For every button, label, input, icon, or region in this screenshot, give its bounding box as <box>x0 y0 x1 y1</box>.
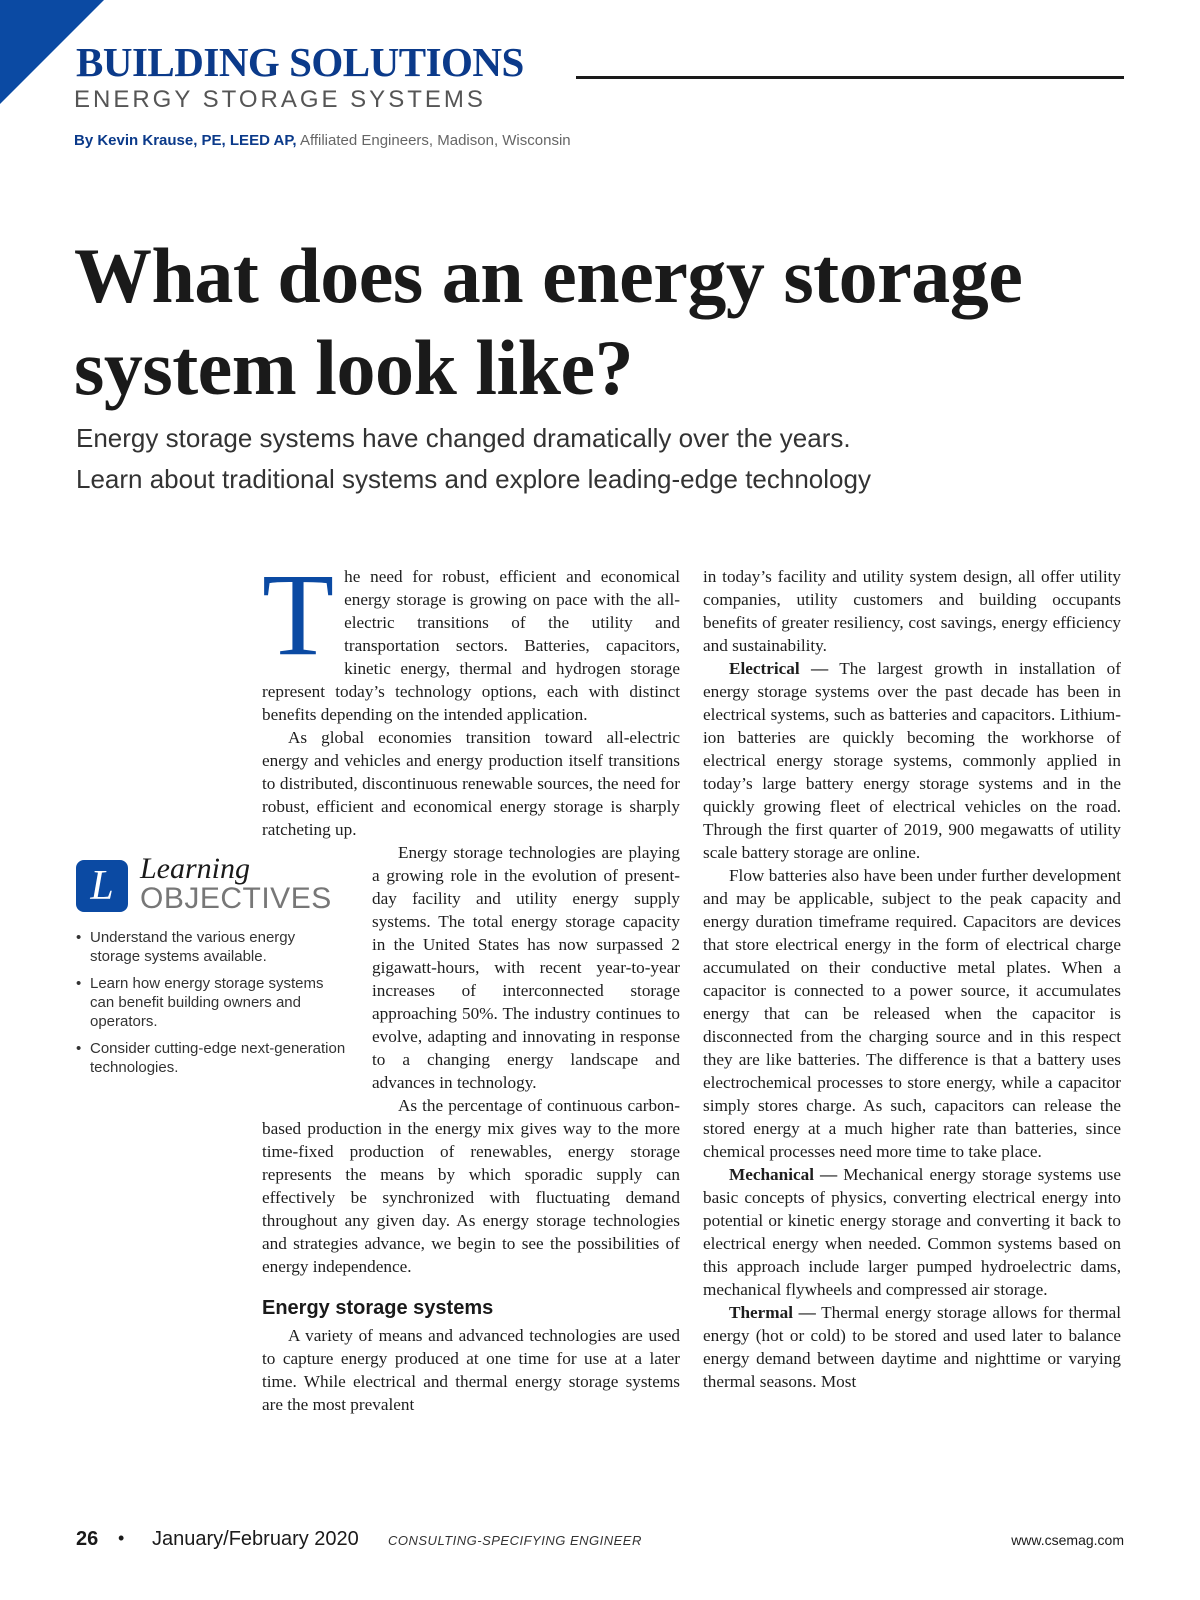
learning-objectives-badge: L <box>76 860 128 912</box>
article-dek <box>76 418 1136 500</box>
section-title: BUILDING SOLUTIONS <box>76 39 524 85</box>
paragraph-flow-batteries: Flow batteries also have been under further development and may be applicable, subject to the peak capacity and energy duration timeframe required. Capacitors are devices that store electrical energy in the form of electrical charge accumulated on their conductive metal plates. When a capacitor is connected to a power source, it accumulates energy that can be released when the capacitor is disconnected from the charging source and in this respect they are like batteries. The difference is that a battery uses electrochemical processes to store energy, while a capacitor simply stores charge. As such, capacitors can release the stored energy at a much higher rate than batteries, since chemical processes need more time to take place. <box>703 866 1121 1161</box>
dek-line-2: Learn about traditional systems and explore leading-edge technology <box>76 464 871 494</box>
paragraph: As the percentage of continuous carbon-based production in the energy mix gives way to the more time-fixed production of renewables, energy storage represents the means by which sporadic supply can effectively be synchronized with fluctuating demand throughout any given day. As energy storage technologies and strategies advance, we begin to see the possibilities of energy independence. <box>262 1096 680 1276</box>
label-mechanical: Mechanical — <box>729 1165 838 1184</box>
list-item: • Understand the various energy storage systems available. <box>76 928 346 966</box>
page-footer <box>76 1528 1124 1552</box>
section-rule <box>576 76 1124 79</box>
paragraph: Energy storage technologies are playing a growing role in the evolution of present-day facility and utility energy supply systems. The total energy storage capacity in the United States has now surpassed 2 gigawatt-hours, with recent year-to-year increases of interconnected storage approaching 50%. The industry continues to evolve, adapting and innovating in response to a changing energy landscape and advances in technology. <box>372 843 680 1092</box>
subhead-energy-storage-systems: Energy storage systems <box>262 1297 494 1319</box>
label-electrical: Electrical — <box>729 659 829 678</box>
paragraph-electrical: Electrical — The largest growth in installation of energy storage systems over the past decade has been in electrical systems, such as batteries and capacitors. Lithium-ion batteries are quickly becoming the workhorse of electrical energy storage systems, commonly applied in today’s large battery energy storage systems and in the quickly growing fleet of electrical vehicles on the road. Through the first quarter of 2019, 900 megawatts of utility scale battery storage are online. <box>703 659 1121 862</box>
paragraph: in today’s facility and utility system design, all offer utility companies, utility customers and building occupants benefits of greater resiliency, cost savings, energy efficiency and sustainability. <box>703 567 1121 655</box>
magazine-name: CONSULTING-SPECIFYING ENGINEER <box>388 1533 642 1548</box>
byline <box>74 132 571 149</box>
list-item: • Consider cutting-edge next-generation technologies. <box>76 1039 346 1077</box>
page-number: 26 <box>76 1528 99 1550</box>
paragraph: As global economies transition toward all-electric energy and vehicles and energy production itself transitions to distributed, discontinuous renewable sources, the need for robust, efficient and economical energy storage is sharply ratcheting up. <box>262 728 680 839</box>
column-2 <box>703 565 1121 1393</box>
dek-line-1: Energy storage systems have changed dramatically over the years. <box>76 423 851 453</box>
paragraph-mechanical: Mechanical — Mechanical energy storage systems use basic concepts of physics, converting electrical energy into potential or kinetic energy storage and converting it back to electrical energy when needed. Common systems based on this approach include larger pumped hydroelectric dams, mechanical flywheels and compressed air storage. <box>703 1165 1122 1299</box>
paragraph: A variety of means and advanced technologies are used to capture energy produced at one time for use at a later time. While electrical and thermal energy storage systems are the most prevalent <box>262 1326 680 1414</box>
learning-objectives-word1: Learning <box>140 852 251 885</box>
paragraph-thermal: Thermal — Thermal energy storage allows for thermal energy (hot or cold) to be stored and used later to balance energy demand between daytime and nighttime or varying thermal seasons. Most <box>703 1303 1121 1391</box>
learning-objectives-word2: OBJECTIVES <box>140 882 332 915</box>
article-headline: What does an energy storage system look like? <box>74 232 1023 411</box>
drop-cap: T <box>262 549 335 680</box>
website-url: www.csemag.com <box>1011 1532 1124 1548</box>
issue-date: January/February 2020 <box>152 1528 359 1550</box>
footer-separator: • <box>118 1528 125 1548</box>
section-subtitle: ENERGY STORAGE SYSTEMS <box>74 86 486 113</box>
intro-paragraph: The need for robust, efficient and economical energy storage is growing on pace with the all-electric transitions of the utility and transportation sectors. Batteries, capacitors, kinetic energy, thermal and hydrogen storage represent today’s technology options, each with distinct benefits depending on the intended application. <box>262 549 680 724</box>
label-thermal: Thermal — <box>729 1303 816 1322</box>
list-item: • Learn how energy storage systems can benefit building owners and operators. <box>76 974 346 1031</box>
byline-affiliation: Affiliated Engineers, Madison, Wisconsin <box>299 132 571 149</box>
section-header <box>76 40 1124 84</box>
learning-objectives-list <box>76 928 346 1085</box>
byline-author: By Kevin Krause, PE, LEED AP, <box>74 132 297 149</box>
